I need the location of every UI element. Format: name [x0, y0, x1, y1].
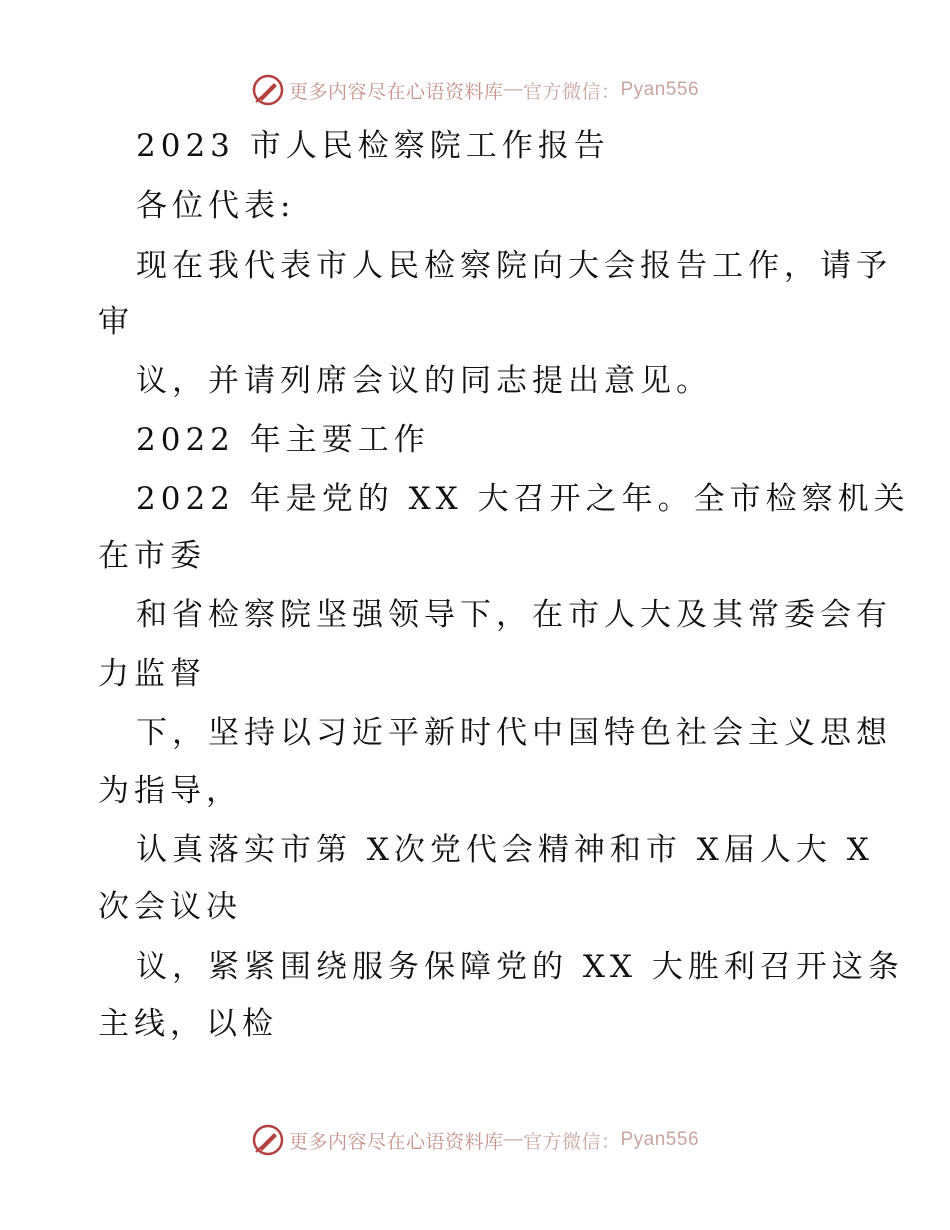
section-heading: 2022 年主要工作: [136, 422, 430, 458]
paragraph-line: 2022 年是党的 XX 大召开之年。全市检察机关: [136, 481, 910, 517]
banner-official-label: 官方微信：: [522, 1131, 621, 1153]
greeting: 各位代表:: [136, 188, 296, 224]
paragraph-line: 主线，以检: [98, 1006, 278, 1042]
document-title: 2023 市人民检察院工作报告: [136, 128, 610, 164]
paragraph-line: 现在我代表市人民检察院向大会报告工作，请予: [136, 248, 892, 284]
paragraph-line: 审: [98, 304, 134, 340]
banner-site-text: 更多内容尽在心语资料库: [288, 81, 504, 103]
paragraph-line: 议，并请列席会议的同志提出意见。: [136, 363, 712, 399]
pen-logo-icon: [251, 73, 285, 107]
banner-site-text: 更多内容尽在心语资料库: [288, 1131, 504, 1153]
footer-watermark-banner: [0, 1120, 950, 1160]
banner-dash: —: [503, 1129, 523, 1150]
paragraph-line: 认真落实市第 X次党代会精神和市 X届人大 X: [136, 832, 874, 868]
paragraph-line: 在市委: [98, 538, 206, 574]
banner-account: Pyan556: [620, 79, 700, 100]
banner-dash: —: [503, 79, 523, 100]
header-watermark-banner: [0, 70, 950, 110]
paragraph-line: 下，坚持以习近平新时代中国特色社会主义思想: [136, 715, 892, 751]
banner-official-label: 官方微信：: [522, 81, 621, 103]
pen-logo-icon: [251, 1123, 285, 1157]
banner-account: Pyan556: [620, 1129, 700, 1150]
paragraph-line: 和省检察院坚强领导下，在市人大及其常委会有: [136, 597, 892, 633]
paragraph-line: 次会议决: [98, 889, 242, 925]
paragraph-line: 议，紧紧围绕服务保障党的 XX 大胜利召开这条: [136, 949, 904, 985]
paragraph-line: 为指导，: [98, 773, 242, 809]
paragraph-line: 力监督: [98, 656, 206, 692]
